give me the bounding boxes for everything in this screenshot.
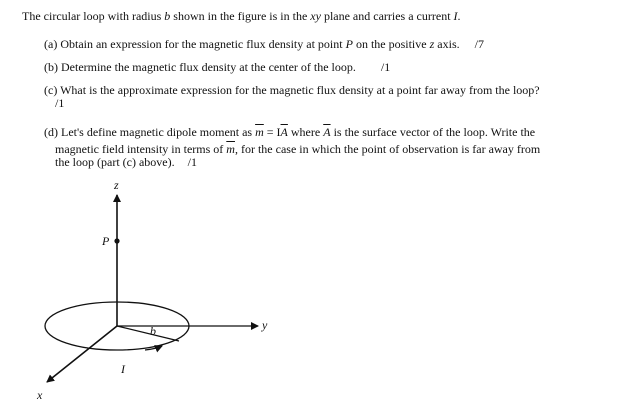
radius-label: b: [150, 324, 156, 338]
current-label: I: [121, 362, 125, 376]
point-symbol: P: [345, 37, 353, 51]
x-axis-label: x: [37, 388, 43, 402]
question-a-text: (a) Obtain an expression for the magnetic flux density at point: [44, 37, 346, 51]
question-a-text: axis.: [434, 37, 460, 51]
z-axis-label: z: [114, 178, 119, 192]
question-a-text: on the positive: [352, 37, 430, 51]
question-b-marks: /1: [380, 60, 391, 74]
question-a-marks: /7: [474, 37, 484, 51]
intro-part: The circular loop with radius: [22, 9, 165, 23]
x-axis: [47, 326, 117, 382]
question-d-marks: /1: [187, 155, 197, 169]
dipole-moment-symbol: $\overline{m}$: [255, 125, 264, 139]
intro-part: plane and carries a current: [320, 9, 454, 23]
intro-part: shown in the figure is in the: [170, 9, 311, 23]
y-axis-label: y: [262, 318, 268, 332]
question-d-text: where: [287, 125, 324, 139]
question-c-text: (c) What is the approximate expression for the magnetic flux density at a point far away from the loop?: [44, 83, 540, 97]
current-symbol: I: [453, 9, 458, 23]
question-c-marks: /1: [55, 96, 65, 110]
question-b-text: (b) Determine the magnetic flux density at the center of the loop.: [44, 60, 356, 74]
area-vector-symbol: $\overline{A}$: [323, 125, 331, 139]
dipole-moment-symbol: $\overline{m}$: [226, 142, 235, 156]
plane-symbol: xy: [310, 9, 321, 23]
radius-symbol: b: [164, 9, 171, 23]
radius-line: [117, 326, 179, 341]
question-d-text: = I: [263, 125, 281, 139]
point-p-label: P: [102, 234, 110, 248]
point-p-dot: [114, 238, 119, 243]
area-vector-symbol: $\overline{A}$: [280, 125, 288, 139]
intro-part: .: [457, 9, 461, 23]
question-d-text: , for the case in which the point of observation is far away from: [234, 142, 541, 156]
question-d-text: magnetic field intensity in terms of: [55, 142, 227, 156]
question-d-text: is the surface vector of the loop. Write the: [330, 125, 536, 139]
axis-symbol: z: [429, 37, 435, 51]
question-d-text: (d) Let's define magnetic dipole moment as: [44, 125, 256, 139]
question-d-text: the loop (part (c) above).: [55, 155, 175, 169]
